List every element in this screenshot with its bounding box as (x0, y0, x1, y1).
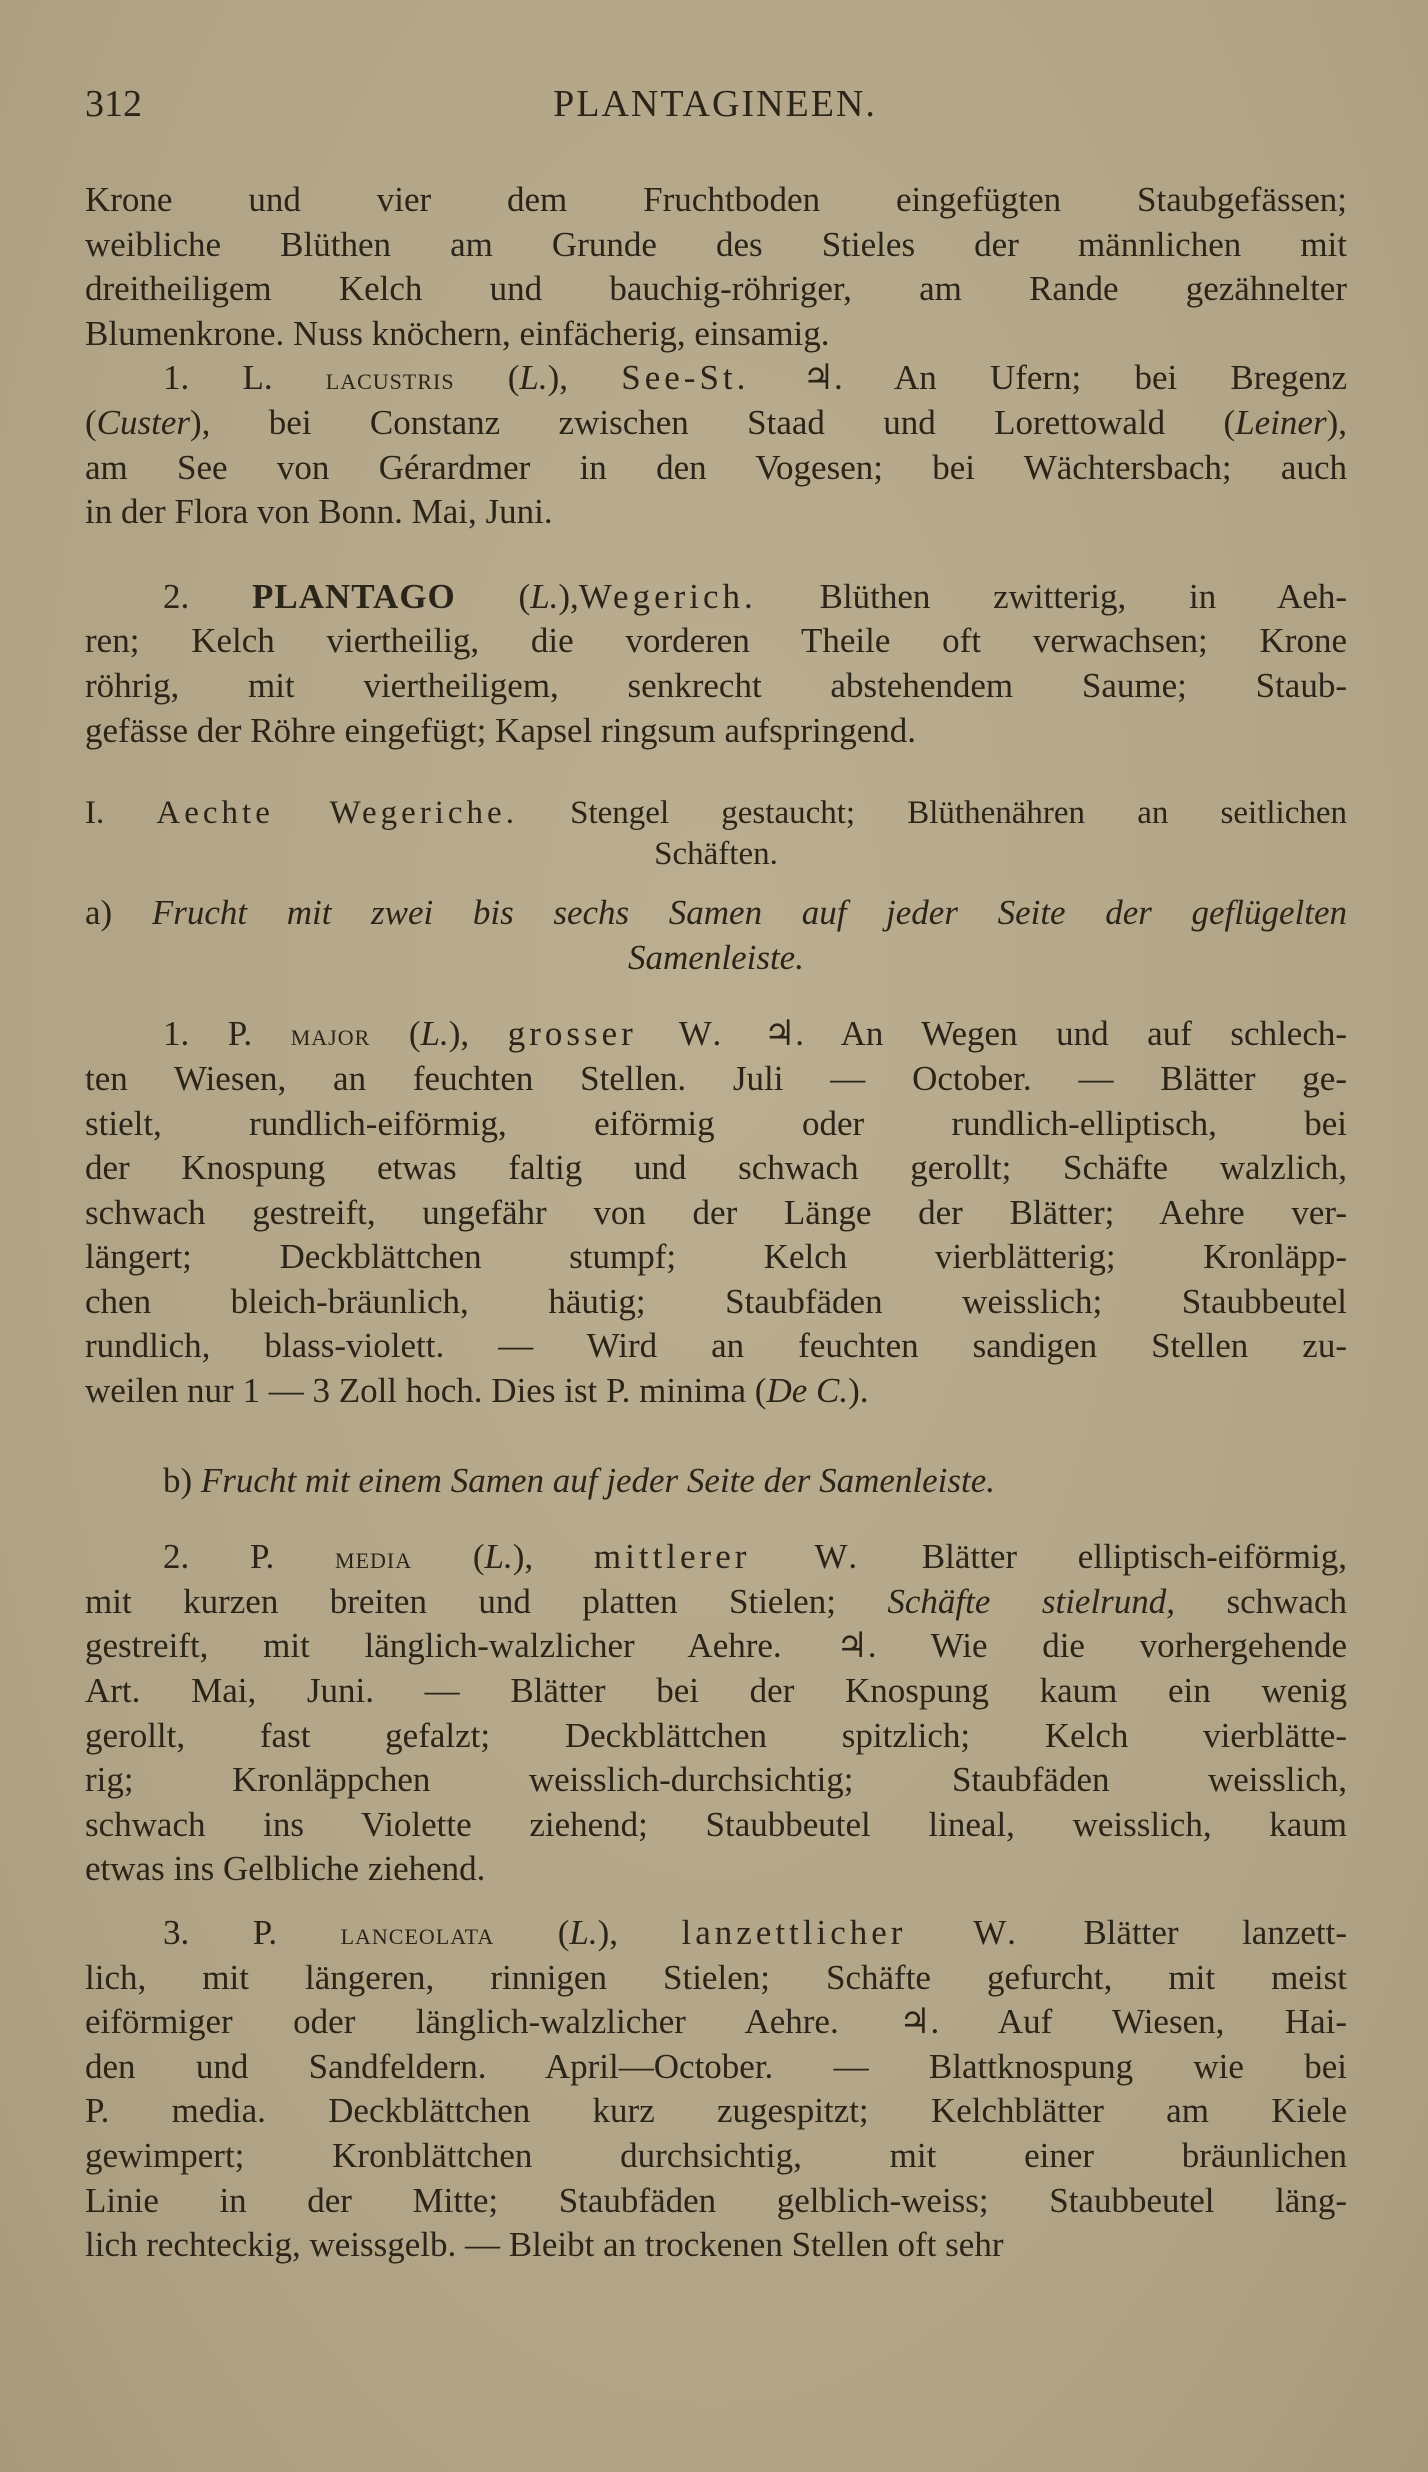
text-line (85, 1324, 1347, 1369)
text-line (85, 1911, 1347, 1956)
text-span: PLANTAGO (252, 576, 456, 616)
text-span: ten Wiesen, an feuchten Stellen. Juli — October. — Blätter ge- (85, 1058, 1347, 1098)
text-line (85, 2045, 1347, 2090)
page-header (85, 82, 1345, 132)
text-line (85, 446, 1347, 491)
text-span: lanceolata (340, 1916, 495, 1951)
text-span: rig; Kronläppchen weisslich-durchsichtig; Staubfäden weisslich, (85, 1760, 1347, 1800)
text-span: L. (484, 1537, 513, 1577)
text-span: ( (455, 576, 531, 616)
text-line (85, 1580, 1347, 1625)
paragraph (85, 1012, 1347, 1413)
text-span: Schäfte stielrund, (887, 1581, 1176, 1621)
text-span: lanzettlicher W. (681, 1913, 1020, 1952)
text-span: L. (569, 1913, 598, 1952)
text-span: a) (85, 893, 152, 933)
text-span: ren; Kelch viertheilig, die vorderen Theile oft verwachsen; Krone (85, 621, 1347, 661)
text-line (85, 664, 1347, 709)
text-span: I. (85, 795, 157, 832)
text-span: Art. Mai, Juni. — Blätter bei der Knospung kaum ein wenig (85, 1671, 1347, 1711)
text-span: stielt, rundlich-eiförmig, eiförmig oder rundlich-elliptisch, bei (85, 1103, 1347, 1143)
subheading (85, 1459, 1347, 1504)
text-span: ), (558, 576, 579, 616)
text-span: Stengel gestaucht; Blüthenähren an seitlichen (517, 795, 1347, 832)
page-body (85, 178, 1347, 2268)
text-span: ( (370, 1014, 421, 1054)
text-span: Krone und vier dem Fruchtboden eingefügten Staubgefässen; (85, 180, 1347, 219)
text-span: 2. (163, 576, 253, 616)
text-span: L. (420, 1014, 449, 1054)
paragraph (85, 356, 1347, 534)
text-span: schwach (1175, 1581, 1347, 1621)
text-line (85, 223, 1347, 268)
text-span: der Knospung etwas faltig und schwach gerollt; Schäfte walzlich, (85, 1148, 1347, 1188)
text-line (85, 1624, 1347, 1669)
text-span: ), (448, 1014, 508, 1054)
text-span: schwach ins Violette ziehend; Staubbeutel lineal, weisslich, kaum (85, 1804, 1347, 1844)
text-span: gerollt, fast gefalzt; Deckblättchen spitzlich; Kelch vierblätte- (85, 1715, 1347, 1755)
text-span: ). (848, 1371, 869, 1411)
text-span: See-St. (621, 358, 750, 398)
text-span: ), (512, 1537, 594, 1577)
text-line (85, 1714, 1347, 1759)
text-span: ), (1326, 402, 1347, 442)
text-span: Custer (96, 402, 191, 442)
text-line (85, 2089, 1347, 2134)
text-line (85, 1146, 1347, 1191)
text-line (85, 1956, 1347, 2001)
text-span: Frucht mit zwei bis sechs Samen auf jeder Seite der geflügelten (151, 893, 1347, 933)
text-span: ), (547, 358, 622, 398)
text-span: ( (494, 1913, 570, 1952)
text-span: ♃. An Wegen und auf schlech- (725, 1014, 1348, 1054)
text-span: Linie in der Mitte; Staubfäden gelblich-weiss; Staubbeutel läng- (85, 2180, 1347, 2220)
paragraph (85, 1911, 1347, 2268)
text-span: b) (163, 1460, 201, 1500)
text-span: ), (597, 1913, 682, 1952)
text-span: gewimpert; Kronblättchen durchsichtig, mit einer bräunlichen (85, 2135, 1347, 2175)
text-span: Blumenkrone. Nuss knöchern, einfächerig, einsamig. (85, 313, 830, 353)
text-span: ( (454, 358, 520, 398)
text-line (85, 1535, 1347, 1580)
text-span: P. media. Deckblättchen kurz zugespitzt; Kelchblätter am Kiele (85, 2091, 1347, 2131)
text-line (85, 1102, 1347, 1147)
text-span: 3. P. (163, 1913, 341, 1952)
running-head: PLANTAGINEEN. (553, 83, 877, 125)
text-span: längert; Deckblättchen stumpf; Kelch vierblätterig; Kronläpp- (85, 1237, 1347, 1277)
text-span: Leiner (1235, 402, 1327, 442)
text-span: 1. P. (163, 1014, 291, 1054)
text-span: major (290, 1017, 371, 1053)
text-line (85, 2000, 1347, 2045)
text-span: mit kurzen breiten und platten Stielen; (85, 1581, 888, 1621)
text-span: mittlerer W. (593, 1537, 862, 1577)
text-line (85, 1235, 1347, 1280)
text-line (85, 1803, 1347, 1848)
text-line (85, 2134, 1347, 2179)
text-span: Schäften. (654, 836, 778, 873)
text-span: weibliche Blüthen am Grunde des Stieles der männlichen mit (85, 224, 1347, 264)
text-span: Blüthen zwitterig, in Aeh- (756, 576, 1348, 616)
text-span: ), bei Constanz zwischen Staad und Lorettowald ( (190, 402, 1236, 442)
text-line (85, 891, 1347, 936)
text-span: Blätter lanzett- (1019, 1913, 1347, 1952)
text-span: röhrig, mit viertheiligem, senkrecht abstehendem Saume; Staub- (85, 665, 1347, 705)
text-span: schwach gestreift, ungefähr von der Länge der Blätter; Aehre ver- (85, 1192, 1347, 1232)
text-line (85, 312, 1347, 357)
text-line (85, 490, 1347, 535)
text-line (85, 936, 1347, 981)
text-line (85, 356, 1347, 401)
text-span: Blätter elliptisch-eiförmig, (861, 1537, 1348, 1577)
text-span: ♃. An Ufern; bei Bregenz (749, 358, 1348, 398)
text-line (85, 834, 1347, 875)
text-span: 2. P. (163, 1537, 336, 1577)
text-span: den und Sandfeldern. April—October. — Blattknospung wie bei (85, 2046, 1347, 2086)
text-line (85, 1459, 1347, 1504)
subheading (85, 891, 1347, 980)
paragraph (85, 1535, 1347, 1892)
text-line (85, 1280, 1347, 1325)
text-line (85, 1057, 1347, 1102)
text-span: media (335, 1540, 413, 1576)
text-span: ( (412, 1537, 485, 1577)
text-span: lich rechteckig, weissgelb. — Bleibt an trockenen Stellen oft sehr (85, 2225, 1004, 2265)
text-span: lich, mit längeren, rinnigen Stielen; Schäfte gefurcht, mit meist (85, 1957, 1347, 1997)
text-span: in der Flora von Bonn. Mai, Juni. (85, 492, 553, 532)
text-line (85, 1012, 1347, 1057)
text-span: etwas ins Gelbliche ziehend. (85, 1849, 486, 1889)
text-span: am See von Gérardmer in den Vogesen; bei Wächtersbach; auch (85, 447, 1347, 487)
heading (85, 793, 1347, 875)
text-span: Aechte Wegeriche. (156, 795, 518, 832)
text-line (85, 575, 1347, 620)
text-line (85, 1669, 1347, 1714)
text-line (85, 1847, 1347, 1892)
text-line (85, 709, 1347, 754)
text-span: 1. L. (163, 358, 326, 398)
text-span: gestreift, mit länglich-walzlicher Aehre. ♃. Wie die vorhergehende (85, 1626, 1347, 1666)
text-span: Wegerich. (578, 576, 757, 616)
text-line (85, 1369, 1347, 1414)
text-span: grosser W. (507, 1014, 726, 1054)
text-line (85, 2179, 1347, 2224)
text-span: L. (530, 576, 559, 616)
text-span: rundlich, blass-violett. — Wird an feuchten sandigen Stellen zu- (85, 1326, 1347, 1366)
text-span: ( (85, 402, 97, 442)
text-span: gefässe der Röhre eingefügt; Kapsel ringsum aufspringend. (85, 710, 917, 750)
text-span: dreitheiligem Kelch und bauchig-röhriger, am Rande gezähnelter (85, 269, 1347, 309)
text-span: Samenleiste. (628, 937, 804, 977)
text-span: eiförmiger oder länglich-walzlicher Aehre. ♃. Auf Wiesen, Hai- (85, 2002, 1347, 2042)
page-number: 312 (85, 83, 142, 125)
text-line (85, 2223, 1347, 2268)
text-span: weilen nur 1 — 3 Zoll hoch. Dies ist P. minima ( (85, 1371, 767, 1411)
text-line (85, 1191, 1347, 1236)
text-line (85, 267, 1347, 312)
text-line (85, 178, 1347, 223)
text-line (85, 793, 1347, 834)
text-line (85, 401, 1347, 446)
text-line (85, 1758, 1347, 1803)
text-line (85, 619, 1347, 664)
text-span: L. (519, 358, 548, 398)
paragraph (85, 178, 1347, 356)
paragraph (85, 575, 1347, 753)
text-span: lacustris (325, 361, 455, 397)
text-span: Frucht mit einem Samen auf jeder Seite der Samenleiste. (200, 1460, 996, 1500)
text-span: chen bleich-bräunlich, häutig; Staubfäden weisslich; Staubbeutel (85, 1281, 1347, 1321)
text-span: De C. (766, 1371, 849, 1411)
